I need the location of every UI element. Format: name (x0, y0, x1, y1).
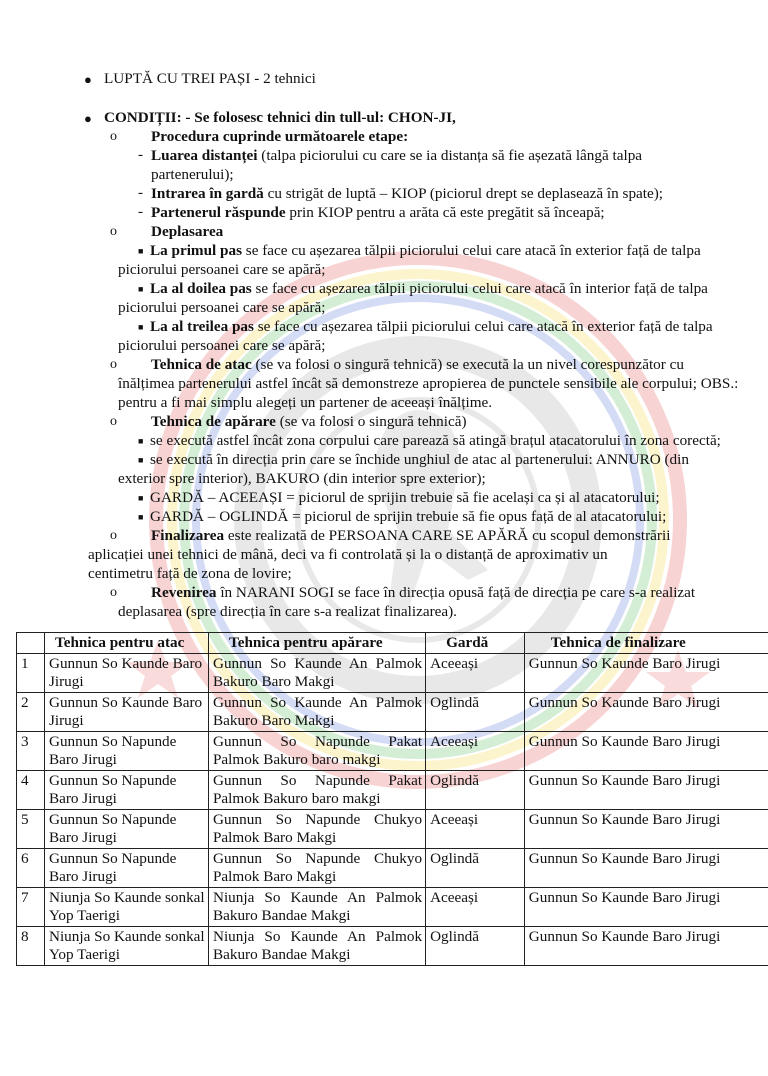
techniques-table (16, 632, 768, 966)
cell-finish: Gunnun So Kaunde Baro Jirugi (524, 771, 768, 810)
square-bullet-icon: ■ (138, 512, 144, 522)
square-bullet-icon: ■ (138, 284, 144, 294)
cell-defense: Gunnun So Napunde Chukyo Palmok Baro Makgi (208, 849, 425, 888)
cell-attack: Gunnun So Napunde Baro Jirugi (44, 771, 208, 810)
circle-bullet-icon: o (110, 224, 117, 239)
section-title: LUPTĂ CU TREI PAȘI - 2 tehnici (104, 70, 316, 87)
cell-nr: 7 (17, 888, 45, 927)
defense-item: GARDĂ – OGLINDĂ = piciorul de sprijin trebuie să fie opus față de al atacatorului; (150, 508, 667, 525)
attack-line: Tehnica de atac (se va folosi o singură tehnică) se execută la un nivel corespunzător cu (151, 356, 684, 373)
square-bullet-icon: ■ (138, 455, 144, 465)
dash-bullet-icon: - (138, 204, 143, 220)
defense-heading: Tehnica de apărare (se va folosi o singură tehnică) (151, 413, 467, 430)
circle-bullet-icon: o (110, 129, 117, 144)
movement-heading: Deplasarea (151, 223, 224, 240)
cell-guard: Aceeași (426, 732, 525, 771)
table-row (17, 888, 768, 927)
finalization-line: aplicației unei tehnici de mână, deci va fi controlată și la o distanță de aproximativ un (88, 546, 608, 563)
movement-step: La primul pas se face cu așezarea tălpii piciorului celui care atacă în exterior față de talpa (150, 242, 701, 259)
movement-step: La al doilea pas se face cu așezarea tălpii piciorului celui care atacă în interior față de talpa (150, 280, 708, 297)
bullet-icon: ● (84, 111, 92, 126)
cell-defense: Gunnun So Kaunde An Palmok Bakuro Baro Makgi (208, 654, 425, 693)
cell-defense: Gunnun So Napunde Chukyo Palmok Baro Makgi (208, 810, 425, 849)
cell-finish: Gunnun So Kaunde Baro Jirugi (524, 732, 768, 771)
cell-defense: Gunnun So Napunde Pakat Palmok Bakuro baro makgi (208, 732, 425, 771)
circle-bullet-icon: o (110, 357, 117, 372)
finalization-line: Finalizarea este realizată de PERSOANA CARE SE APĂRĂ cu scopul demonstrării (151, 527, 671, 544)
table-row (17, 771, 768, 810)
cell-defense: Gunnun So Napunde Pakat Palmok Bakuro baro makgi (208, 771, 425, 810)
cell-guard: Oglindă (426, 849, 525, 888)
cell-finish: Gunnun So Kaunde Baro Jirugi (524, 693, 768, 732)
return-line: Revenirea în NARANI SOGI se face în direcția opusă față de direcția pe care s-a realizat (151, 584, 696, 601)
procedure-item: Intrarea în gardă cu strigăt de luptă – KIOP (piciorul drept se deplasează în spate); (151, 185, 664, 202)
square-bullet-icon: ■ (138, 246, 144, 256)
cell-attack: Gunnun So Napunde Baro Jirugi (44, 810, 208, 849)
circle-bullet-icon: o (110, 528, 117, 543)
cell-guard: Aceeași (426, 810, 525, 849)
procedure-item: Luarea distanței (talpa piciorului cu care se ia distanța să fie așezată lângă talpa (151, 147, 643, 164)
cell-attack: Gunnun So Napunde Baro Jirugi (44, 732, 208, 771)
square-bullet-icon: ■ (138, 493, 144, 503)
defense-item: se execută în direcția prin care se închide unghiul de atac al partenerului: ANNURO (din (150, 451, 689, 468)
cell-guard: Oglindă (426, 771, 525, 810)
cell-nr: 2 (17, 693, 45, 732)
cell-attack: Gunnun So Napunde Baro Jirugi (44, 849, 208, 888)
table-row (17, 732, 768, 771)
cell-guard: Aceeași (426, 654, 525, 693)
table-row (17, 927, 768, 966)
circle-bullet-icon: o (110, 414, 117, 429)
return-line: deplasarea (spre direcția în care s-a realizat finalizarea). (118, 603, 457, 620)
dash-bullet-icon: - (138, 147, 143, 163)
defense-item: se execută astfel încât zona corpului care parează să atingă brațul atacatorului în zona corectă; (150, 432, 721, 449)
cell-defense: Niunja So Kaunde An Palmok Bakuro Bandae Makgi (208, 927, 425, 966)
square-bullet-icon: ■ (138, 436, 144, 446)
cell-finish: Gunnun So Kaunde Baro Jirugi (524, 888, 768, 927)
bullet-icon: ● (84, 72, 92, 87)
header-defense: Tehnica pentru apărare (208, 633, 425, 654)
procedure-heading: Procedura cuprinde următoarele etape: (151, 128, 409, 145)
defense-item-cont: exterior spre interior), BAKURO (din interior spre exterior); (118, 470, 486, 487)
cell-attack: Niunja So Kaunde sonkal Yop Taerigi (44, 927, 208, 966)
movement-step: La al treilea pas se face cu așezarea tălpii piciorului celui care atacă în exterior față de talpa (150, 318, 713, 335)
cell-guard: Oglindă (426, 693, 525, 732)
cell-attack: Gunnun So Kaunde Baro Jirugi (44, 693, 208, 732)
cell-defense: Niunja So Kaunde An Palmok Bakuro Bandae Makgi (208, 888, 425, 927)
procedure-item: Partenerul răspunde prin KIOP pentru a arăta că este pregătit să înceapă; (151, 204, 605, 221)
procedure-item-cont: partenerului); (151, 166, 234, 183)
cell-finish: Gunnun So Kaunde Baro Jirugi (524, 927, 768, 966)
cell-finish: Gunnun So Kaunde Baro Jirugi (524, 654, 768, 693)
square-bullet-icon: ■ (138, 322, 144, 332)
cell-nr: 6 (17, 849, 45, 888)
cell-attack: Niunja So Kaunde sonkal Yop Taerigi (44, 888, 208, 927)
cell-nr: 3 (17, 732, 45, 771)
table-row (17, 849, 768, 888)
attack-line: înălțimea partenerului astfel încât să demonstreze apropierea de punctele sensibile ale corpului; OBS.: (118, 375, 739, 392)
table-row (17, 693, 768, 732)
movement-step-cont: piciorului persoanei care se apără; (118, 299, 326, 316)
cell-nr: 4 (17, 771, 45, 810)
movement-step-cont: piciorului persoanei care se apără; (118, 261, 326, 278)
cell-nr: 5 (17, 810, 45, 849)
cell-nr: 1 (17, 654, 45, 693)
table-row (17, 810, 768, 849)
attack-line: pentru a fi mai simplu alegeți un partener de aceeași înălțime. (118, 394, 493, 411)
circle-bullet-icon: o (110, 585, 117, 600)
header-guard: Gardă (426, 633, 525, 654)
header-nr (17, 633, 45, 654)
dash-bullet-icon: - (138, 185, 143, 201)
table-header-row (17, 633, 768, 654)
cell-guard: Aceeași (426, 888, 525, 927)
header-attack: Tehnica pentru atac (44, 633, 208, 654)
cell-finish: Gunnun So Kaunde Baro Jirugi (524, 810, 768, 849)
cell-guard: Oglindă (426, 927, 525, 966)
finalization-line: centimetru față de zona de lovire; (88, 565, 292, 582)
defense-item: GARDĂ – ACEEAȘI = piciorul de sprijin trebuie să fie același ca și al atacatorului; (150, 489, 660, 506)
table-row (17, 654, 768, 693)
cell-nr: 8 (17, 927, 45, 966)
cell-defense: Gunnun So Kaunde An Palmok Bakuro Baro Makgi (208, 693, 425, 732)
cell-attack: Gunnun So Kaunde Baro Jirugi (44, 654, 208, 693)
movement-step-cont: piciorului persoanei care se apără; (118, 337, 326, 354)
conditions-label: CONDIȚII: - Se folosesc tehnici din tull-ul: CHON-JI, (104, 109, 456, 126)
header-finish: Tehnica de finalizare (524, 633, 768, 654)
cell-finish: Gunnun So Kaunde Baro Jirugi (524, 849, 768, 888)
